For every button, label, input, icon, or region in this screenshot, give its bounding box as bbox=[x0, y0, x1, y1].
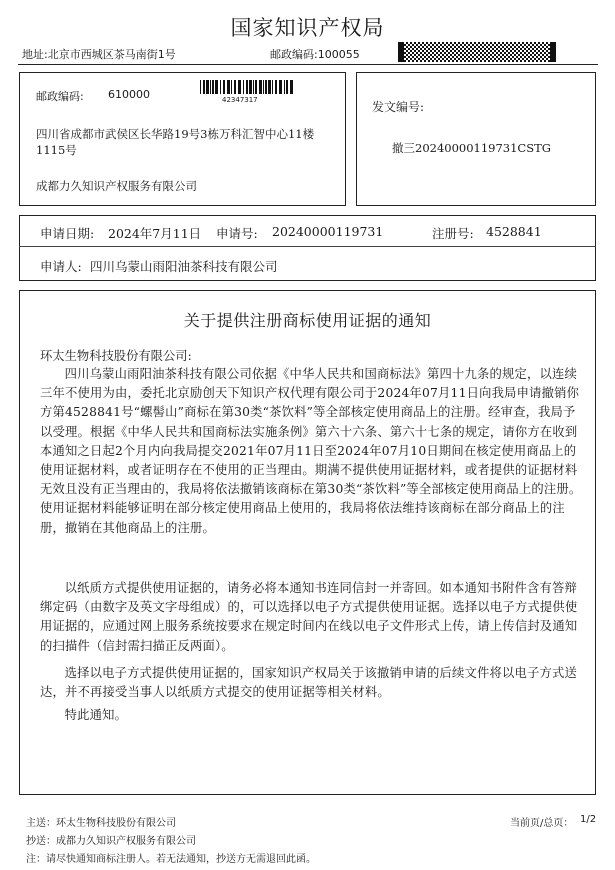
recipient-address-line1: 四川省成都市武侯区长华路19号3栋万科汇智中心11楼 bbox=[36, 127, 315, 141]
page-title: 国家知识产权局 bbox=[230, 16, 385, 40]
notice-paragraph-1: 四川乌蒙山雨阳油茶科技有限公司依据《中华人民共和国商标法》第四十九条的规定，以连续三年不使用为由，委托北京励创天下知识产权代理有限公司于2024年07月11日向我局申请撤销你方第4528841号“螺髻山”商标在第30类“茶饮料”等全部核定使用商品上的注册。经审查，我局予以受理。根据《中华人民共和国商标法实施条例》第六十六条、第六十七条的规定，请你方在收到本通知之日起2个月内向我局提交2021年07月11日至2024年07月10日期间在核定使用商品上的使用证据材料，或者证明存在不使用的正当理由。期满不提供使用证据材料，或者提供的证据材料无效且没有正当理由的，我局将依法撤销该商标在第30类“茶饮料”等全部核定使用商品上的注册。使用证据材料能够证明在部分核定使用商品上使用的，我局将依法维持该商标在部分商品上的注册，撤销在其他商品上的注册。 bbox=[40, 367, 582, 535]
recipient-postcode-label: 邮政编码: bbox=[36, 90, 84, 103]
application-date-value: 2024年7月11日 bbox=[108, 226, 202, 241]
notice-addressee: 环太生物科技股份有限公司: bbox=[40, 349, 192, 363]
notice-paragraph-3: 选择以电子方式提供使用证据的，国家知识产权局关于该撤销申请的后续文件将以电子方式送达，并不再接受当事人以纸质方式提交的使用证据等相关材料。 bbox=[40, 666, 577, 700]
header-2d-barcode bbox=[398, 42, 556, 62]
recipient-barcode bbox=[200, 80, 295, 94]
doc-number-value: 撤三20240000119731CSTG bbox=[392, 141, 551, 155]
office-postcode: 邮政编码:100055 bbox=[270, 48, 360, 61]
application-divider bbox=[19, 246, 596, 247]
recipient-postcode-value: 610000 bbox=[108, 88, 150, 101]
doc-number-label: 发文编号: bbox=[372, 100, 425, 114]
registration-number-value: 4528841 bbox=[486, 224, 542, 239]
notice-closing: 特此通知。 bbox=[64, 708, 128, 722]
application-number-value: 20240000119731 bbox=[272, 224, 384, 239]
footer-main-recipient: 主送：环太生物科技股份有限公司 bbox=[26, 818, 176, 829]
header-rule bbox=[18, 64, 598, 65]
application-date-label: 申请日期: bbox=[40, 226, 95, 241]
notice-title: 关于提供注册商标使用证据的通知 bbox=[183, 311, 432, 330]
footer-note: 注：请尽快通知商标注册人。若无法通知，抄送方无需退回此函。 bbox=[26, 854, 316, 865]
application-number-label: 申请号: bbox=[216, 226, 258, 241]
footer-page-value: 1/2 bbox=[580, 814, 597, 825]
doc-number-box bbox=[356, 72, 596, 206]
applicant-label: 申请人: bbox=[40, 259, 82, 274]
footer-cc: 抄送：成都力久知识产权服务有限公司 bbox=[26, 836, 196, 847]
footer-page-label: 当前页/总页： bbox=[510, 818, 574, 829]
applicant-value: 四川乌蒙山雨阳油茶科技有限公司 bbox=[90, 259, 278, 274]
recipient-agency: 成都力久知识产权服务有限公司 bbox=[36, 179, 197, 193]
registration-number-label: 注册号: bbox=[432, 226, 474, 241]
office-address: 地址:北京市西城区茶马南街1号 bbox=[22, 48, 176, 61]
notice-paragraph-2: 以纸质方式提供使用证据的，请务必将本通知书连同信封一并寄回。如本通知书附件含有答辩绑定码（由数字及英文字母组成）的，可以选择以电子方式提供使用证据。选择以电子方式提供使用证据的，应通过网上服务系统按要求在规定时间内在线以电子文件形式上传，请上传信封及通知的扫描件（信封需扫描正反两面）。 bbox=[40, 581, 578, 653]
recipient-barcode-number: 42347317 bbox=[222, 96, 258, 104]
recipient-address-line2: 1115号 bbox=[36, 143, 77, 157]
